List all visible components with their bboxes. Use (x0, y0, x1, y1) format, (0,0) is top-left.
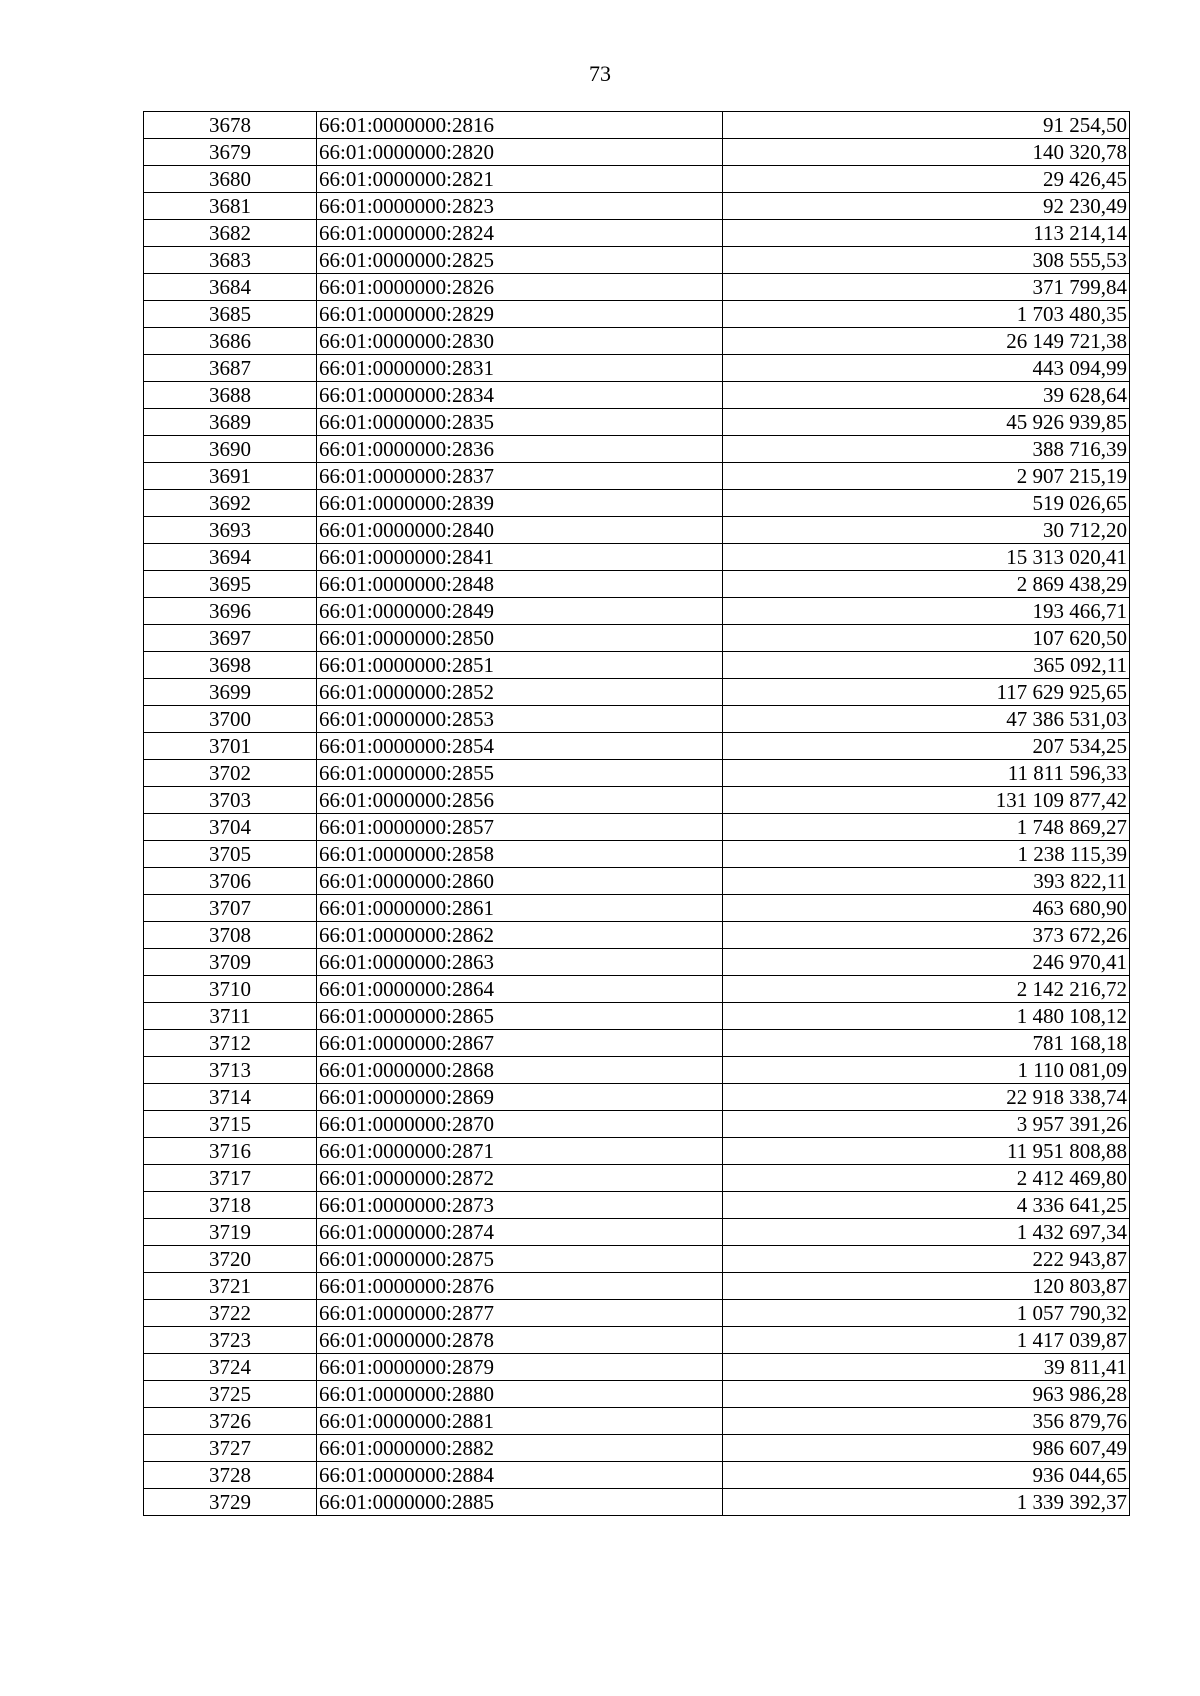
cadastral-value-cell: 2 412 469,80 (723, 1165, 1130, 1192)
cadastral-value-cell: 2 869 438,29 (723, 571, 1130, 598)
table-row (144, 922, 1130, 949)
cadastral-number-cell: 66:01:0000000:2872 (317, 1165, 723, 1192)
row-number-cell: 3724 (144, 1354, 317, 1381)
cadastral-number-cell: 66:01:0000000:2874 (317, 1219, 723, 1246)
row-number-cell: 3697 (144, 625, 317, 652)
table-row (144, 652, 1130, 679)
cadastral-number-cell: 66:01:0000000:2820 (317, 139, 723, 166)
cadastral-value-cell: 2 142 216,72 (723, 976, 1130, 1003)
cadastral-value-cell: 781 168,18 (723, 1030, 1130, 1057)
row-number-cell: 3690 (144, 436, 317, 463)
table-row (144, 463, 1130, 490)
table-row (144, 1030, 1130, 1057)
table-row (144, 1435, 1130, 1462)
cadastral-number-cell: 66:01:0000000:2849 (317, 598, 723, 625)
table-row (144, 1219, 1130, 1246)
row-number-cell: 3722 (144, 1300, 317, 1327)
row-number-cell: 3682 (144, 220, 317, 247)
row-number-cell: 3709 (144, 949, 317, 976)
cadastral-value-cell: 4 336 641,25 (723, 1192, 1130, 1219)
table-row (144, 1462, 1130, 1489)
row-number-cell: 3681 (144, 193, 317, 220)
row-number-cell: 3679 (144, 139, 317, 166)
cadastral-value-cell: 1 748 869,27 (723, 814, 1130, 841)
cadastral-value-cell: 3 957 391,26 (723, 1111, 1130, 1138)
table-row (144, 1111, 1130, 1138)
row-number-cell: 3715 (144, 1111, 317, 1138)
cadastral-number-cell: 66:01:0000000:2829 (317, 301, 723, 328)
table-row (144, 436, 1130, 463)
table-row (144, 139, 1130, 166)
row-number-cell: 3706 (144, 868, 317, 895)
cadastral-value-cell: 39 628,64 (723, 382, 1130, 409)
cadastral-value-cell: 1 703 480,35 (723, 301, 1130, 328)
cadastral-number-cell: 66:01:0000000:2885 (317, 1489, 723, 1516)
cadastral-value-cell: 131 109 877,42 (723, 787, 1130, 814)
cadastral-number-cell: 66:01:0000000:2855 (317, 760, 723, 787)
cadastral-value-cell: 308 555,53 (723, 247, 1130, 274)
cadastral-number-cell: 66:01:0000000:2880 (317, 1381, 723, 1408)
cadastral-number-cell: 66:01:0000000:2864 (317, 976, 723, 1003)
cadastral-number-cell: 66:01:0000000:2879 (317, 1354, 723, 1381)
cadastral-value-cell: 15 313 020,41 (723, 544, 1130, 571)
table-row (144, 571, 1130, 598)
cadastral-value-cell: 91 254,50 (723, 112, 1130, 139)
table-row (144, 1354, 1130, 1381)
cadastral-value-cell: 11 951 808,88 (723, 1138, 1130, 1165)
row-number-cell: 3728 (144, 1462, 317, 1489)
cadastral-number-cell: 66:01:0000000:2881 (317, 1408, 723, 1435)
row-number-cell: 3707 (144, 895, 317, 922)
cadastral-value-cell: 365 092,11 (723, 652, 1130, 679)
cadastral-number-cell: 66:01:0000000:2867 (317, 1030, 723, 1057)
cadastral-number-cell: 66:01:0000000:2870 (317, 1111, 723, 1138)
cadastral-number-cell: 66:01:0000000:2863 (317, 949, 723, 976)
row-number-cell: 3714 (144, 1084, 317, 1111)
row-number-cell: 3701 (144, 733, 317, 760)
table-row (144, 220, 1130, 247)
table-row (144, 949, 1130, 976)
row-number-cell: 3708 (144, 922, 317, 949)
table-row (144, 490, 1130, 517)
table-row (144, 1246, 1130, 1273)
table-row (144, 355, 1130, 382)
cadastral-value-cell: 22 918 338,74 (723, 1084, 1130, 1111)
cadastral-number-cell: 66:01:0000000:2858 (317, 841, 723, 868)
cadastral-value-cell: 29 426,45 (723, 166, 1130, 193)
cadastral-number-cell: 66:01:0000000:2862 (317, 922, 723, 949)
cadastral-value-cell: 222 943,87 (723, 1246, 1130, 1273)
cadastral-number-cell: 66:01:0000000:2882 (317, 1435, 723, 1462)
row-number-cell: 3693 (144, 517, 317, 544)
cadastral-number-cell: 66:01:0000000:2824 (317, 220, 723, 247)
table-row (144, 895, 1130, 922)
cadastral-number-cell: 66:01:0000000:2856 (317, 787, 723, 814)
table-row (144, 1138, 1130, 1165)
row-number-cell: 3703 (144, 787, 317, 814)
cadastral-value-cell: 1 432 697,34 (723, 1219, 1130, 1246)
cadastral-number-cell: 66:01:0000000:2850 (317, 625, 723, 652)
row-number-cell: 3725 (144, 1381, 317, 1408)
row-number-cell: 3689 (144, 409, 317, 436)
row-number-cell: 3680 (144, 166, 317, 193)
cadastral-number-cell: 66:01:0000000:2816 (317, 112, 723, 139)
cadastral-number-cell: 66:01:0000000:2825 (317, 247, 723, 274)
cadastral-number-cell: 66:01:0000000:2836 (317, 436, 723, 463)
cadastral-value-cell: 26 149 721,38 (723, 328, 1130, 355)
cadastral-number-cell: 66:01:0000000:2837 (317, 463, 723, 490)
cadastral-value-table (143, 111, 1130, 1516)
row-number-cell: 3719 (144, 1219, 317, 1246)
cadastral-number-cell: 66:01:0000000:2831 (317, 355, 723, 382)
table-row (144, 409, 1130, 436)
cadastral-number-cell: 66:01:0000000:2841 (317, 544, 723, 571)
cadastral-number-cell: 66:01:0000000:2853 (317, 706, 723, 733)
cadastral-value-cell: 1 238 115,39 (723, 841, 1130, 868)
table-row (144, 1273, 1130, 1300)
table-body (144, 112, 1130, 1516)
row-number-cell: 3720 (144, 1246, 317, 1273)
cadastral-number-cell: 66:01:0000000:2875 (317, 1246, 723, 1273)
cadastral-number-cell: 66:01:0000000:2823 (317, 193, 723, 220)
table-row (144, 814, 1130, 841)
cadastral-number-cell: 66:01:0000000:2834 (317, 382, 723, 409)
table-row (144, 868, 1130, 895)
row-number-cell: 3698 (144, 652, 317, 679)
cadastral-number-cell: 66:01:0000000:2848 (317, 571, 723, 598)
table-row (144, 1165, 1130, 1192)
cadastral-number-cell: 66:01:0000000:2873 (317, 1192, 723, 1219)
row-number-cell: 3726 (144, 1408, 317, 1435)
row-number-cell: 3704 (144, 814, 317, 841)
cadastral-number-cell: 66:01:0000000:2878 (317, 1327, 723, 1354)
cadastral-value-cell: 120 803,87 (723, 1273, 1130, 1300)
cadastral-value-cell: 443 094,99 (723, 355, 1130, 382)
row-number-cell: 3716 (144, 1138, 317, 1165)
table-row (144, 733, 1130, 760)
cadastral-number-cell: 66:01:0000000:2871 (317, 1138, 723, 1165)
row-number-cell: 3685 (144, 301, 317, 328)
cadastral-value-cell: 519 026,65 (723, 490, 1130, 517)
row-number-cell: 3712 (144, 1030, 317, 1057)
cadastral-value-cell: 30 712,20 (723, 517, 1130, 544)
table-row (144, 166, 1130, 193)
cadastral-value-cell: 107 620,50 (723, 625, 1130, 652)
table-row (144, 787, 1130, 814)
row-number-cell: 3721 (144, 1273, 317, 1300)
row-number-cell: 3695 (144, 571, 317, 598)
table-row (144, 625, 1130, 652)
cadastral-number-cell: 66:01:0000000:2839 (317, 490, 723, 517)
cadastral-value-cell: 1 339 392,37 (723, 1489, 1130, 1516)
row-number-cell: 3694 (144, 544, 317, 571)
table-row (144, 544, 1130, 571)
cadastral-number-cell: 66:01:0000000:2861 (317, 895, 723, 922)
table-row (144, 976, 1130, 1003)
row-number-cell: 3684 (144, 274, 317, 301)
cadastral-value-cell: 356 879,76 (723, 1408, 1130, 1435)
cadastral-number-cell: 66:01:0000000:2835 (317, 409, 723, 436)
row-number-cell: 3729 (144, 1489, 317, 1516)
row-number-cell: 3700 (144, 706, 317, 733)
cadastral-number-cell: 66:01:0000000:2852 (317, 679, 723, 706)
row-number-cell: 3686 (144, 328, 317, 355)
cadastral-value-cell: 393 822,11 (723, 868, 1130, 895)
table-row (144, 841, 1130, 868)
row-number-cell: 3683 (144, 247, 317, 274)
table-row (144, 328, 1130, 355)
cadastral-value-cell: 936 044,65 (723, 1462, 1130, 1489)
row-number-cell: 3687 (144, 355, 317, 382)
table-row (144, 598, 1130, 625)
cadastral-number-cell: 66:01:0000000:2826 (317, 274, 723, 301)
table-row (144, 1300, 1130, 1327)
cadastral-number-cell: 66:01:0000000:2840 (317, 517, 723, 544)
page-number: 73 (589, 61, 611, 86)
cadastral-number-cell: 66:01:0000000:2865 (317, 1003, 723, 1030)
cadastral-number-cell: 66:01:0000000:2821 (317, 166, 723, 193)
cadastral-value-cell: 193 466,71 (723, 598, 1130, 625)
table-row (144, 1381, 1130, 1408)
table-row (144, 382, 1130, 409)
cadastral-value-cell: 2 907 215,19 (723, 463, 1130, 490)
cadastral-value-cell: 1 417 039,87 (723, 1327, 1130, 1354)
table-row (144, 1192, 1130, 1219)
row-number-cell: 3713 (144, 1057, 317, 1084)
row-number-cell: 3718 (144, 1192, 317, 1219)
table-row (144, 706, 1130, 733)
cadastral-number-cell: 66:01:0000000:2830 (317, 328, 723, 355)
cadastral-value-cell: 92 230,49 (723, 193, 1130, 220)
row-number-cell: 3699 (144, 679, 317, 706)
cadastral-number-cell: 66:01:0000000:2876 (317, 1273, 723, 1300)
cadastral-value-cell: 113 214,14 (723, 220, 1130, 247)
cadastral-number-cell: 66:01:0000000:2851 (317, 652, 723, 679)
cadastral-value-cell: 1 480 108,12 (723, 1003, 1130, 1030)
cadastral-value-cell: 388 716,39 (723, 436, 1130, 463)
cadastral-value-cell: 986 607,49 (723, 1435, 1130, 1462)
cadastral-value-cell: 47 386 531,03 (723, 706, 1130, 733)
cadastral-value-cell: 463 680,90 (723, 895, 1130, 922)
table-row (144, 112, 1130, 139)
table-row (144, 760, 1130, 787)
row-number-cell: 3692 (144, 490, 317, 517)
table-row (144, 247, 1130, 274)
cadastral-number-cell: 66:01:0000000:2868 (317, 1057, 723, 1084)
table-row (144, 274, 1130, 301)
cadastral-value-cell: 45 926 939,85 (723, 409, 1130, 436)
table-row (144, 517, 1130, 544)
cadastral-value-cell: 140 320,78 (723, 139, 1130, 166)
cadastral-value-cell: 1 110 081,09 (723, 1057, 1130, 1084)
row-number-cell: 3696 (144, 598, 317, 625)
table-row (144, 1408, 1130, 1435)
table-row (144, 301, 1130, 328)
cadastral-value-cell: 373 672,26 (723, 922, 1130, 949)
cadastral-number-cell: 66:01:0000000:2860 (317, 868, 723, 895)
row-number-cell: 3727 (144, 1435, 317, 1462)
cadastral-value-cell: 246 970,41 (723, 949, 1130, 976)
cadastral-number-cell: 66:01:0000000:2884 (317, 1462, 723, 1489)
cadastral-number-cell: 66:01:0000000:2857 (317, 814, 723, 841)
cadastral-value-cell: 963 986,28 (723, 1381, 1130, 1408)
table-row (144, 1084, 1130, 1111)
cadastral-value-cell: 117 629 925,65 (723, 679, 1130, 706)
row-number-cell: 3702 (144, 760, 317, 787)
row-number-cell: 3711 (144, 1003, 317, 1030)
row-number-cell: 3723 (144, 1327, 317, 1354)
table-row (144, 1003, 1130, 1030)
row-number-cell: 3691 (144, 463, 317, 490)
cadastral-number-cell: 66:01:0000000:2869 (317, 1084, 723, 1111)
row-number-cell: 3688 (144, 382, 317, 409)
cadastral-number-cell: 66:01:0000000:2854 (317, 733, 723, 760)
row-number-cell: 3705 (144, 841, 317, 868)
row-number-cell: 3717 (144, 1165, 317, 1192)
cadastral-value-cell: 11 811 596,33 (723, 760, 1130, 787)
table-row (144, 1327, 1130, 1354)
table-row (144, 1489, 1130, 1516)
row-number-cell: 3710 (144, 976, 317, 1003)
table-row (144, 679, 1130, 706)
cadastral-value-cell: 1 057 790,32 (723, 1300, 1130, 1327)
cadastral-value-cell: 207 534,25 (723, 733, 1130, 760)
cadastral-number-cell: 66:01:0000000:2877 (317, 1300, 723, 1327)
table-row (144, 193, 1130, 220)
cadastral-value-cell: 371 799,84 (723, 274, 1130, 301)
row-number-cell: 3678 (144, 112, 317, 139)
cadastral-value-cell: 39 811,41 (723, 1354, 1130, 1381)
table-row (144, 1057, 1130, 1084)
